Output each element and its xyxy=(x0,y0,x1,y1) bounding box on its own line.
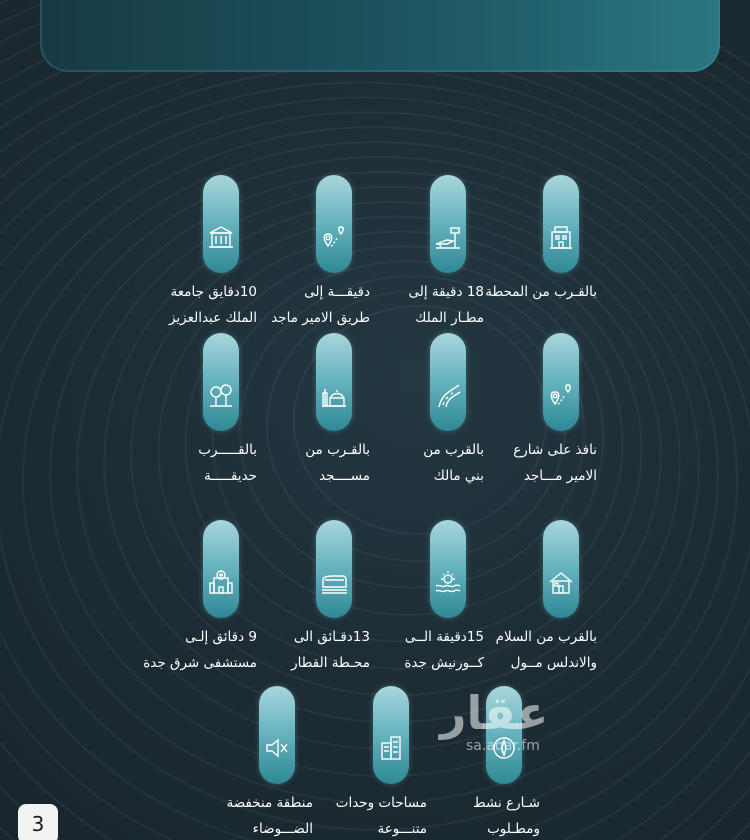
feature-caption xyxy=(107,624,257,676)
feature-pill xyxy=(259,686,295,784)
feature-caption-line: الامير مـــاجد xyxy=(523,468,597,484)
feature-caption-line: حديقـــــة xyxy=(203,468,257,484)
watermark-logo-text: عقار xyxy=(440,686,549,740)
watermark-url: sa.aqar.fm xyxy=(466,738,540,754)
map-route-icon xyxy=(546,380,576,410)
feature-pill xyxy=(430,520,466,618)
feature-item xyxy=(107,333,257,485)
page-number-badge: 3 xyxy=(18,804,58,840)
map-route-icon xyxy=(319,222,349,252)
mosque-icon xyxy=(319,380,349,410)
feature-pill xyxy=(430,175,466,273)
speaker-mute-icon xyxy=(262,733,292,763)
feature-caption-line: مطـار الملك xyxy=(415,310,484,326)
feature-caption-line: مســــجد xyxy=(319,468,370,484)
university-building-icon xyxy=(206,222,236,252)
feature-item xyxy=(107,520,257,672)
feature-caption-line: 18 دقيقة إلى xyxy=(408,284,484,300)
feature-caption-line: بني مالك xyxy=(433,468,484,484)
feature-item xyxy=(163,686,313,838)
feature-caption-line: الضـــوضاء xyxy=(252,821,313,837)
top-banner xyxy=(40,0,720,72)
feature-caption-line: دقيقـــة إلى xyxy=(304,284,370,300)
feature-caption-line: بالقرب من السلام xyxy=(495,629,597,645)
feature-caption-line: مستشفى شرق جدة xyxy=(143,655,257,671)
feature-caption-line: الملك عبدالعزيز xyxy=(168,310,257,326)
feature-pill xyxy=(203,520,239,618)
feature-caption-line: 9 دقائق إلـى xyxy=(185,629,257,645)
feature-pill xyxy=(203,175,239,273)
hospital-icon xyxy=(206,567,236,597)
feature-pill xyxy=(316,520,352,618)
feature-pill xyxy=(543,333,579,431)
feature-pill xyxy=(543,175,579,273)
airport-icon xyxy=(433,222,463,252)
feature-caption xyxy=(163,790,313,840)
feature-caption xyxy=(107,437,257,489)
office-buildings-icon xyxy=(376,733,406,763)
feature-caption-line: بالقـــــرب xyxy=(198,442,257,458)
feature-caption-line: بالقـرب من xyxy=(305,442,370,458)
feature-caption-line: محـطة القطار xyxy=(291,655,370,671)
house-icon xyxy=(546,567,576,597)
feature-pill xyxy=(543,520,579,618)
feature-caption-line: 10دقايق جامعة xyxy=(170,284,257,300)
feature-pill xyxy=(203,333,239,431)
feature-pill xyxy=(430,333,466,431)
feature-caption-line: طريق الامير ماجد xyxy=(271,310,370,326)
feature-caption-line: 13دقـائق الى xyxy=(293,629,370,645)
feature-caption-line: بالقرب من xyxy=(423,442,484,458)
trees-icon xyxy=(206,380,236,410)
feature-caption-line: ومطـلوب xyxy=(487,821,540,837)
train-icon xyxy=(319,567,349,597)
feature-caption-line: مساحات وحدات xyxy=(335,795,427,811)
feature-pill xyxy=(316,175,352,273)
feature-caption-line: منطقة منخفضة xyxy=(226,795,313,811)
feature-caption-line: نافذ على شارع xyxy=(513,442,597,458)
feature-item xyxy=(107,175,257,327)
beach-icon xyxy=(433,567,463,597)
feature-pill xyxy=(373,686,409,784)
feature-caption-line: بالقـرب من المحطة xyxy=(485,284,597,300)
aqar-watermark xyxy=(430,685,560,765)
feature-caption-line: متنـــوعة xyxy=(377,821,427,837)
station-building-icon xyxy=(546,222,576,252)
feature-caption-line: والاندلس مــول xyxy=(510,655,597,671)
road-icon xyxy=(433,380,463,410)
feature-caption-line: شـارع نشط xyxy=(473,795,540,811)
feature-caption-line: 15دقيقة الــى xyxy=(404,629,484,645)
feature-caption-line: كــورنيش جدة xyxy=(404,655,484,671)
feature-pill xyxy=(316,333,352,431)
feature-caption xyxy=(107,279,257,331)
